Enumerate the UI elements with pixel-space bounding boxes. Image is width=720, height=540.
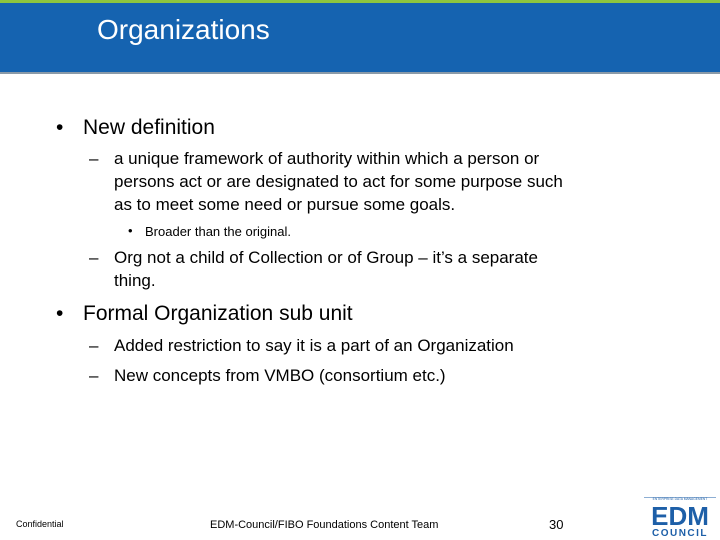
org-not-child-text [114,246,674,292]
logo-tagline: ENTERPRISE DATA MANAGEMENT [652,497,708,501]
sub-bullet-broader: Broader than the original. [145,224,291,239]
slide-title: Organizations [97,14,270,45]
logo-edm: EDM [651,501,709,531]
footer-team: EDM-Council/FIBO Foundations Content Team [210,519,439,531]
dash-marker: – [89,366,99,385]
bullet-new-definition: New definition [83,116,215,139]
added-restriction-text: Added restriction to say it is a part of an Organization [114,336,514,355]
dash-marker: – [89,336,99,355]
logo-council: COUNCIL [651,528,709,539]
org-line: thing. [114,271,156,290]
bullet-marker: • [56,302,64,325]
bullet-formal-organization: Formal Organization sub unit [83,302,353,325]
bullet-marker: • [56,116,64,139]
edm-council-logo [642,495,718,539]
definition-text [114,147,674,216]
new-concepts-text: New concepts from VMBO (consortium etc.) [114,366,446,385]
org-line: Org not a child of Collection or of Group – it’s a separate [114,248,538,267]
definition-line: as to meet some need or pursue some goals. [114,195,456,214]
definition-line: a unique framework of authority within which a person or [114,149,540,168]
footer-confidential: Confidential [16,519,64,529]
page-number: 30 [549,517,564,532]
sub-bullet-marker: • [128,223,133,238]
dash-marker: – [89,149,99,168]
definition-line: persons act or are designated to act for some purpose such [114,172,563,191]
dash-marker: – [89,248,99,267]
